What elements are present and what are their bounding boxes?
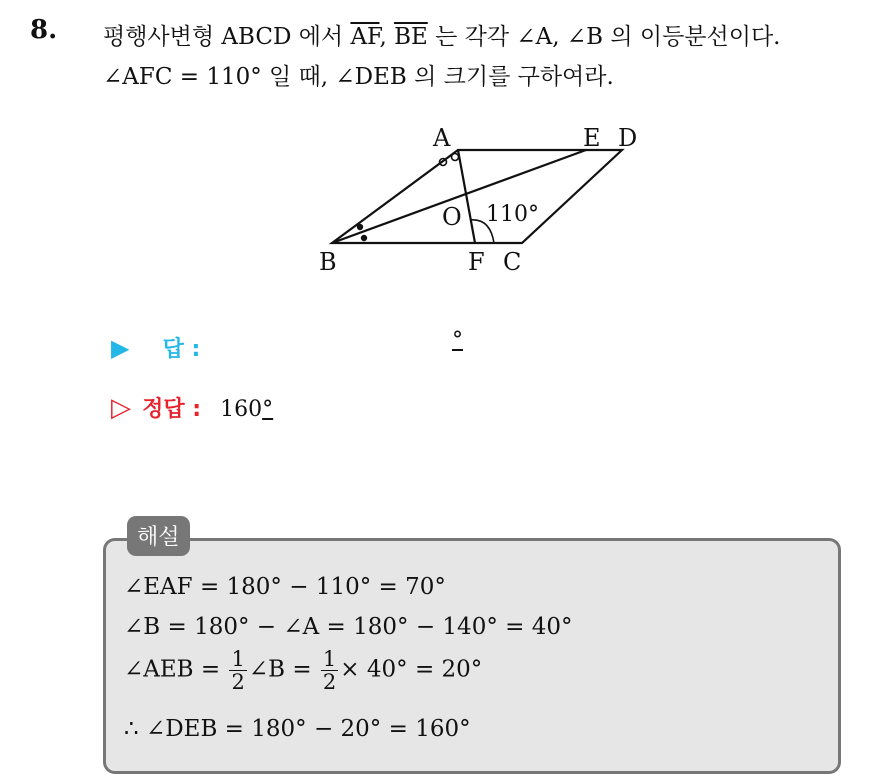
solution-line-3-part2: ∠B = (248, 656, 319, 683)
fraction-denominator: 2 (322, 670, 337, 695)
label-f: F (468, 248, 485, 276)
angle-mark-b2 (361, 235, 367, 241)
fraction-numerator: 1 (231, 647, 245, 671)
label-o: O (442, 203, 462, 231)
question-number: 8. (30, 15, 58, 45)
question-line-1 (103, 18, 781, 51)
label-e: E (583, 124, 601, 152)
correct-value: 160 (220, 397, 263, 422)
answer-row (111, 332, 200, 363)
angle-mark-a2 (452, 154, 459, 161)
question-text-part1: 평행사변형 ABCD 에서 (103, 24, 351, 50)
parallelogram-figure (300, 110, 638, 280)
fraction-half-1 (229, 648, 246, 693)
question-line-2: ∠AFC = 110° 일 때, ∠DEB 의 크기를 구하여라. (103, 64, 614, 90)
solution-line-3-part3: × 40° = 20° (340, 656, 483, 683)
label-b: B (319, 248, 337, 276)
solution-tag: 해설 (127, 516, 190, 556)
solution-line-4: ∴ ∠DEB = 180° − 20° = 160° (124, 716, 471, 742)
parallelogram-abcd (332, 150, 622, 243)
label-d: D (618, 124, 638, 152)
correct-label: 정답 : (142, 397, 202, 422)
question-text-part2: 는 각각 ∠A, ∠B 의 이등분선이다. (427, 24, 781, 50)
solution-line-3-part1: ∠AEB = (124, 656, 228, 683)
answer-blank[interactable] (452, 328, 463, 353)
label-a: A (433, 124, 451, 152)
comma: , (379, 24, 395, 50)
solution-line-2: ∠B = 180° − ∠A = 180° − 140° = 40° (124, 614, 573, 640)
correct-answer-row (111, 392, 273, 423)
answer-unit: ° (452, 328, 463, 353)
segment-af: $\overline{AF}$ (350, 24, 380, 50)
play-icon: ▶ (111, 334, 130, 362)
angle-mark-b1 (357, 224, 363, 230)
fraction-numerator: 1 (322, 647, 337, 671)
answer-label: 답 : (162, 337, 201, 362)
solution-line-1: ∠EAF = 180° − 110° = 70° (124, 574, 446, 600)
outline-play-icon: ▷ (111, 393, 131, 423)
label-angle-110: 110° (486, 202, 539, 227)
label-c: C (503, 248, 522, 276)
segment-be: $\overline{BE}$ (394, 24, 428, 50)
correct-unit: ° (262, 397, 274, 422)
fraction-half-2 (321, 648, 338, 693)
solution-line-3 (124, 648, 482, 693)
fraction-denominator: 2 (231, 670, 245, 695)
